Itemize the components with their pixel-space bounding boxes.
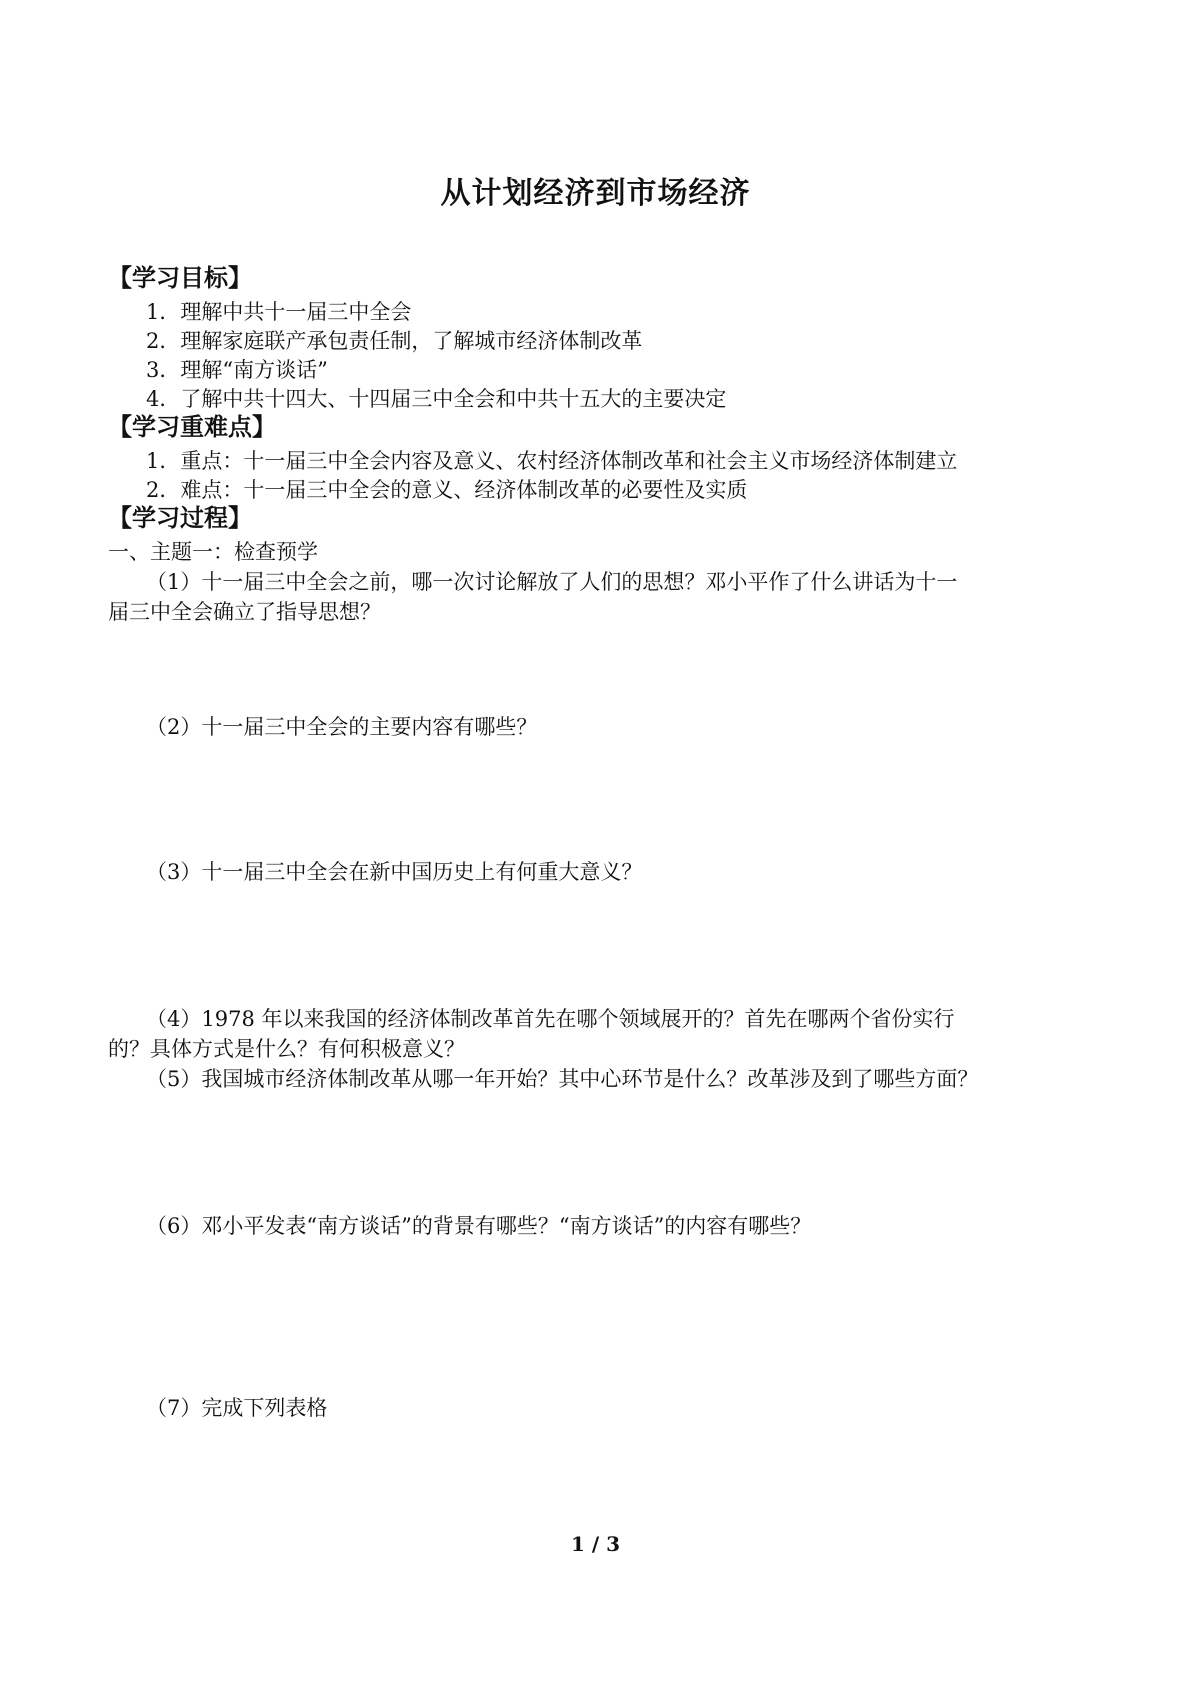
goal-item: 3．理解“南方谈话” [146, 358, 328, 382]
key-points-heading: 【学习重难点】 [108, 412, 276, 441]
goal-item: 4．了解中共十四大、十四届三中全会和中共十五大的主要决定 [146, 387, 727, 411]
goal-item: 2．理解家庭联产承包责任制，了解城市经济体制改革 [146, 329, 643, 353]
question-6: （6）邓小平发表“南方谈话”的背景有哪些？“南方谈话”的内容有哪些？ [146, 1214, 812, 1238]
goal-item: 1．理解中共十一届三中全会 [146, 300, 412, 324]
document-title: 从计划经济到市场经济 [440, 176, 751, 211]
question-7: （7）完成下列表格 [146, 1396, 328, 1420]
question-5: （5）我国城市经济体制改革从哪一年开始？其中心环节是什么？改革涉及到了哪些方面？ [146, 1067, 979, 1091]
section-title: 一、主题一：检查预学 [108, 540, 318, 564]
process-heading: 【学习过程】 [108, 503, 252, 532]
question-4-continued: 的？具体方式是什么？有何积极意义？ [108, 1037, 465, 1061]
goals-heading: 【学习目标】 [108, 263, 252, 292]
page-number: 1 / 3 [570, 1532, 621, 1556]
question-1-continued: 届三中全会确立了指导思想？ [108, 600, 381, 624]
question-1: （1）十一届三中全会之前，哪一次讨论解放了人们的思想？邓小平作了什么讲话为十一 [146, 570, 958, 594]
key-point-item: 1．重点：十一届三中全会内容及意义、农村经济体制改革和社会主义市场经济体制建立 [146, 449, 958, 473]
question-3: （3）十一届三中全会在新中国历史上有何重大意义？ [146, 860, 643, 884]
question-4: （4）1978 年以来我国的经济体制改革首先在哪个领域展开的？首先在哪两个省份实行 [146, 1007, 955, 1031]
key-point-item: 2．难点：十一届三中全会的意义、经济体制改革的必要性及实质 [146, 478, 748, 502]
question-2: （2）十一届三中全会的主要内容有哪些？ [146, 715, 538, 739]
